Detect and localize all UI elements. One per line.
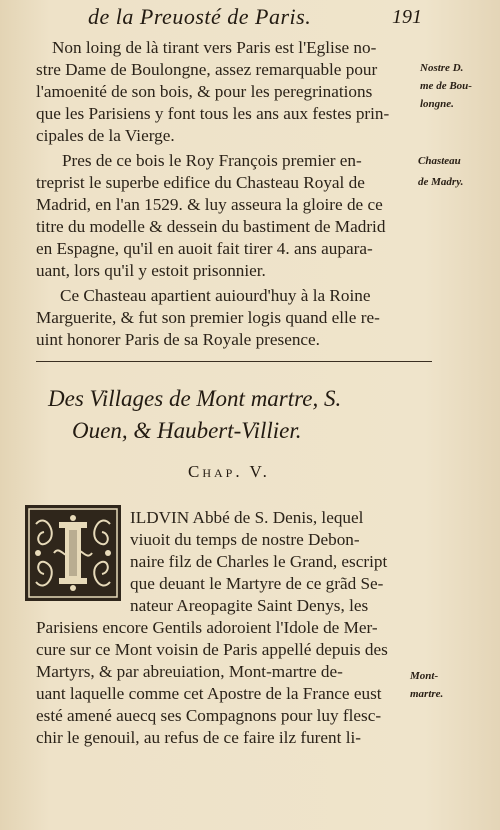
margin-note: longne. xyxy=(420,98,454,110)
margin-note: de Madry. xyxy=(418,176,464,188)
margin-note: Mont- xyxy=(410,670,439,682)
paragraph-line: Parisiens encore Gentils adoroient l'Idole de Mer- xyxy=(36,618,378,637)
chapter-label: Chap. V. xyxy=(188,462,270,481)
paragraph-line: treprist le superbe edifice du Chasteau Royal de xyxy=(36,173,365,192)
paragraph-line: Martyrs, & par abreuiation, Mont-martre de- xyxy=(36,662,343,681)
margin-note: me de Bou- xyxy=(420,80,472,92)
page-number: 191 xyxy=(392,6,422,28)
paragraph-line: Pres de ce bois le Roy François premier en- xyxy=(62,151,362,170)
paragraph-line: esté amené auecq ses Compagnons pour luy flesc- xyxy=(36,706,382,725)
paragraph-line: stre Dame de Boulongne, assez remarquable pour xyxy=(36,60,378,79)
margin-note: martre. xyxy=(410,688,444,700)
paragraph-line: l'amoenité de son bois, & pour les peregrinations xyxy=(36,82,373,101)
decorated-initial-icon xyxy=(24,504,122,602)
paragraph-line: Marguerite, & fut son premier logis quand elle re- xyxy=(36,308,380,327)
paragraph-line: titre du modelle & dessein du bastiment de Madrid xyxy=(36,217,386,236)
section-divider xyxy=(36,361,432,362)
paragraph-line: que deuant le Martyre de ce grãd Se- xyxy=(130,574,384,593)
paragraph-line: cipales de la Vierge. xyxy=(36,126,175,145)
paragraph-line: que les Parisiens y font tous les ans aux festes prin- xyxy=(36,104,390,123)
paragraph-line: Ce Chasteau apartient auiourd'huy à la Roine xyxy=(60,286,371,305)
paragraph-line: en Espagne, qu'il en auoit fait tirer 4. ans aupara- xyxy=(36,239,373,258)
paragraph-line: cure sur ce Mont voisin de Paris appellé depuis des xyxy=(36,640,388,659)
section-title-line: Des Villages de Mont martre, S. xyxy=(48,386,342,411)
paragraph-line: nateur Areopagite Saint Denys, les xyxy=(130,596,369,615)
margin-note: Chasteau xyxy=(418,155,461,167)
paragraph-line: Madrid, en l'an 1529. & luy asseura la gloire de ce xyxy=(36,195,383,214)
paragraph-line: uant, lors qu'il y estoit prisonnier. xyxy=(36,261,266,280)
paragraph-line: naire filz de Charles le Grand, escript xyxy=(130,552,388,571)
paragraph-line: Non loing de là tirant vers Paris est l'Eglise no- xyxy=(52,38,377,57)
paragraph-line: uint honorer Paris de sa Royale presence. xyxy=(36,330,320,349)
paragraph-line: chir le genouil, au refus de ce faire ilz furent li- xyxy=(36,728,361,747)
paragraph-line: viuoit du temps de nostre Debon- xyxy=(130,530,360,549)
margin-note: Nostre D. xyxy=(420,62,464,74)
running-header: de la Preuosté de Paris. xyxy=(88,4,312,29)
section-title-line: Ouen, & Haubert-Villier. xyxy=(72,418,302,443)
paragraph-line: ILDVIN Abbé de S. Denis, lequel xyxy=(130,508,364,527)
paragraph-line: uant laquelle comme cet Apostre de la France eust xyxy=(36,684,382,703)
